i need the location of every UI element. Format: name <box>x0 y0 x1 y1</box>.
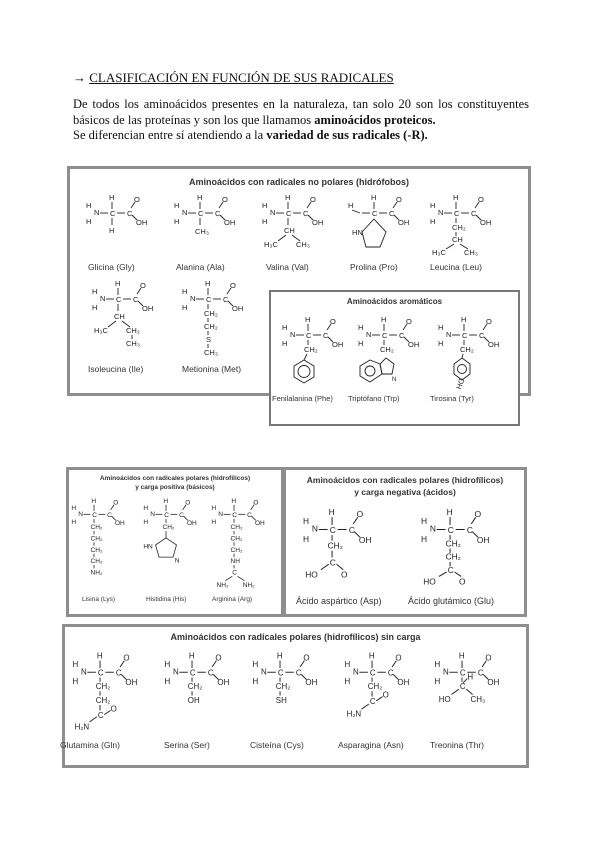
svg-text:H: H <box>285 193 291 202</box>
svg-text:O: O <box>253 499 259 507</box>
valine-name: Valina (Val) <box>266 262 309 272</box>
svg-text:H: H <box>430 217 436 226</box>
tyrosine-name: Tirosina (Tyr) <box>430 394 474 403</box>
svg-text:N: N <box>311 523 318 534</box>
svg-text:C: C <box>447 565 454 576</box>
phenylalanine-name: Fenilalanina (Phe) <box>272 394 333 403</box>
svg-text:O: O <box>230 281 236 290</box>
svg-text:C: C <box>164 511 169 519</box>
svg-text:CH: CH <box>452 235 463 244</box>
phenylalanine-structure <box>272 314 356 403</box>
svg-text:O: O <box>140 281 146 290</box>
svg-text:H: H <box>197 193 203 202</box>
svg-text:O: O <box>113 499 119 507</box>
svg-text:H: H <box>328 506 335 517</box>
svg-text:H₂N: H₂N <box>346 709 362 719</box>
aspartic-acid-name: Ácido aspártico (Asp) <box>296 596 382 606</box>
svg-text:C: C <box>247 511 252 519</box>
svg-text:C: C <box>471 209 477 218</box>
svg-text:C: C <box>382 331 388 340</box>
cysteine-structure <box>246 650 331 750</box>
svg-text:OH: OH <box>232 304 244 313</box>
svg-text:H: H <box>358 323 364 332</box>
svg-text:N: N <box>438 208 444 217</box>
svg-text:H: H <box>434 659 441 669</box>
svg-text:H: H <box>344 676 351 686</box>
svg-text:H: H <box>174 201 180 210</box>
svg-text:C: C <box>179 511 184 519</box>
svg-text:H: H <box>438 339 444 348</box>
arginine-structure <box>206 496 276 603</box>
svg-text:H: H <box>164 676 171 686</box>
tyrosine-structure <box>430 314 512 403</box>
svg-text:N: N <box>94 208 100 217</box>
svg-text:H: H <box>420 515 428 526</box>
svg-text:N: N <box>218 511 224 519</box>
svg-text:C: C <box>303 209 309 218</box>
svg-text:H: H <box>371 193 377 202</box>
lysine-structure <box>66 496 136 603</box>
svg-text:OH: OH <box>408 340 420 349</box>
svg-text:C: C <box>399 331 405 340</box>
svg-text:C: C <box>207 668 214 678</box>
svg-text:H: H <box>252 659 259 669</box>
svg-text:CH₂: CH₂ <box>162 524 175 532</box>
svg-text:OH: OH <box>186 519 197 527</box>
svg-text:C: C <box>295 668 302 678</box>
svg-text:OH: OH <box>142 304 154 313</box>
svg-text:CH₂: CH₂ <box>126 326 140 335</box>
svg-text:HO: HO <box>305 569 318 580</box>
svg-text:NH₂: NH₂ <box>90 569 103 577</box>
svg-text:N: N <box>80 667 87 677</box>
svg-text:H: H <box>262 217 268 226</box>
svg-text:CH₂: CH₂ <box>460 345 474 354</box>
svg-text:C: C <box>286 209 292 218</box>
arrow-icon: → <box>73 70 86 85</box>
aspartic-acid-structure <box>296 506 386 606</box>
svg-text:H: H <box>302 533 310 544</box>
svg-text:C: C <box>459 682 466 692</box>
svg-text:CH₂: CH₂ <box>275 682 291 692</box>
svg-text:N: N <box>174 557 180 565</box>
svg-text:C: C <box>133 295 139 304</box>
svg-text:OH: OH <box>476 534 490 545</box>
svg-text:OH: OH <box>332 340 344 349</box>
svg-text:H: H <box>381 315 387 324</box>
svg-text:H: H <box>438 323 444 332</box>
glycine-structure <box>80 192 160 272</box>
glutamic-acid-name: Ácido glutámico (Glu) <box>408 596 495 606</box>
svg-text:C: C <box>479 331 485 340</box>
alanine-structure <box>168 192 248 272</box>
svg-text:C: C <box>369 668 376 678</box>
svg-text:N: N <box>429 523 436 534</box>
intro-text: De todos los aminoácidos presentes en la naturaleza, tan solo 20 son los constituyentes básicos de las proteínas y son los que llamamos <box>73 97 529 127</box>
leucine-name: Leucina (Leu) <box>430 262 482 272</box>
svg-text:C: C <box>116 295 122 304</box>
svg-text:O: O <box>396 195 402 204</box>
svg-text:O: O <box>395 653 402 663</box>
svg-text:H: H <box>282 339 288 348</box>
proline-structure <box>342 192 422 272</box>
positive-title-1: Aminoácidos con radicales polares (hidrofílicos) <box>99 475 251 482</box>
tryptophan-name: Triptófano (Trp) <box>348 394 400 403</box>
svg-text:H: H <box>86 217 92 226</box>
svg-text:NH₂: NH₂ <box>242 581 255 589</box>
svg-text:OH: OH <box>114 519 125 527</box>
svg-text:NH: NH <box>230 558 240 566</box>
svg-text:CH₂: CH₂ <box>90 535 103 543</box>
histidine-structure <box>138 496 208 603</box>
svg-text:CH₃: CH₃ <box>126 339 140 348</box>
svg-text:C: C <box>115 668 122 678</box>
svg-text:C: C <box>107 511 112 519</box>
svg-text:C: C <box>232 569 237 577</box>
svg-text:CH₂: CH₂ <box>380 345 394 354</box>
svg-text:C: C <box>466 524 473 535</box>
svg-text:CH₂: CH₂ <box>445 538 461 549</box>
svg-text:CH₂: CH₂ <box>204 322 218 331</box>
svg-text:C: C <box>306 331 312 340</box>
svg-text:H: H <box>109 193 115 202</box>
glycine-name: Glicina (Gly) <box>88 262 135 272</box>
svg-text:H: H <box>72 659 79 669</box>
section-heading <box>73 70 394 86</box>
svg-text:N: N <box>442 667 449 677</box>
svg-text:CH₂: CH₂ <box>95 695 111 705</box>
svg-text:H: H <box>434 676 441 686</box>
svg-text:N: N <box>182 208 188 217</box>
svg-text:CH₃: CH₃ <box>195 227 209 236</box>
svg-text:OH: OH <box>358 534 372 545</box>
svg-text:OH: OH <box>224 218 236 227</box>
svg-text:C: C <box>232 511 237 519</box>
svg-text:C: C <box>127 209 133 218</box>
svg-text:S: S <box>206 335 212 344</box>
svg-text:N: N <box>446 330 452 339</box>
svg-text:H: H <box>174 217 180 226</box>
valine-structure <box>256 192 336 272</box>
svg-text:OH: OH <box>480 218 492 227</box>
svg-text:C: C <box>97 710 104 720</box>
svg-text:H: H <box>211 504 217 512</box>
svg-text:H₃C: H₃C <box>432 248 446 257</box>
svg-text:O: O <box>222 195 228 204</box>
intro-paragraph <box>73 96 529 128</box>
glutamine-structure <box>60 650 151 750</box>
svg-text:C: C <box>369 697 376 706</box>
svg-text:H: H <box>182 303 188 312</box>
svg-text:H: H <box>453 193 459 202</box>
intro-text-2: Se diferencian entre sí atendiendo a la <box>73 128 267 142</box>
svg-text:O: O <box>341 569 348 580</box>
svg-text:H: H <box>282 323 288 332</box>
svg-text:C: C <box>459 668 466 678</box>
tryptophan-structure <box>348 314 432 403</box>
intro-paragraph-2 <box>73 128 428 143</box>
svg-text:HO: HO <box>438 694 451 704</box>
svg-text:HO: HO <box>454 376 467 391</box>
svg-text:C: C <box>387 668 394 678</box>
svg-text:O: O <box>459 576 466 587</box>
svg-text:N: N <box>190 294 196 303</box>
svg-text:N: N <box>352 667 359 677</box>
svg-text:O: O <box>485 653 492 663</box>
arginine-name: Arginina (Arg) <box>212 596 253 603</box>
svg-text:C: C <box>206 295 212 304</box>
svg-text:H: H <box>231 497 237 505</box>
svg-text:N: N <box>290 330 296 339</box>
svg-text:H: H <box>72 676 79 686</box>
svg-text:H: H <box>115 279 121 288</box>
svg-text:OH: OH <box>254 519 265 527</box>
svg-text:H: H <box>305 315 311 324</box>
svg-text:C: C <box>454 209 460 218</box>
svg-text:O: O <box>406 317 412 326</box>
svg-text:O: O <box>123 653 130 663</box>
svg-text:CH₂: CH₂ <box>304 345 318 354</box>
alanine-name: Alanina (Ala) <box>176 262 225 272</box>
svg-text:CH₂: CH₂ <box>95 682 111 692</box>
svg-text:CH₂: CH₂ <box>90 558 103 566</box>
svg-text:H: H <box>344 659 351 669</box>
svg-text:CH: CH <box>114 312 125 321</box>
svg-text:OH: OH <box>488 340 500 349</box>
svg-text:OH: OH <box>187 695 200 705</box>
svg-text:HO: HO <box>423 576 436 587</box>
svg-text:O: O <box>185 499 191 507</box>
svg-text:H: H <box>182 287 188 296</box>
svg-text:CH₃: CH₃ <box>470 694 486 704</box>
leucine-structure <box>424 192 504 272</box>
svg-text:H: H <box>205 279 211 288</box>
svg-text:OH: OH <box>397 677 410 687</box>
svg-text:CH₂: CH₂ <box>367 682 383 692</box>
svg-text:HN: HN <box>352 228 363 237</box>
svg-text:SH: SH <box>275 695 287 705</box>
svg-text:CH₂: CH₂ <box>204 309 218 318</box>
svg-text:O: O <box>303 653 310 663</box>
svg-text:H: H <box>163 497 169 505</box>
svg-text:C: C <box>189 668 196 678</box>
svg-text:OH: OH <box>487 677 500 687</box>
svg-text:CH₂: CH₂ <box>230 535 243 543</box>
svg-text:CH₂: CH₂ <box>187 682 203 692</box>
heading-text: CLASIFICACIÓN EN FUNCIÓN DE SUS RADICALES <box>89 70 394 85</box>
positive-title-2: y carga positiva (básicos) <box>135 484 215 491</box>
svg-text:H: H <box>467 672 474 682</box>
svg-text:C: C <box>329 557 336 568</box>
svg-text:H: H <box>458 651 465 661</box>
svg-text:H: H <box>143 518 149 526</box>
svg-text:N: N <box>260 667 267 677</box>
svg-text:C: C <box>329 524 336 535</box>
svg-text:H₂N: H₂N <box>74 722 90 732</box>
svg-text:H₃C: H₃C <box>94 326 108 335</box>
svg-text:OH: OH <box>312 218 324 227</box>
cysteine-name: Cisteína (Cys) <box>250 740 304 750</box>
svg-text:CH₂: CH₂ <box>452 223 466 232</box>
methionine-structure <box>176 278 256 374</box>
svg-text:OH: OH <box>217 677 230 687</box>
svg-text:H: H <box>211 518 217 526</box>
svg-text:C: C <box>198 209 204 218</box>
svg-text:H: H <box>143 504 149 512</box>
svg-text:CH₂: CH₂ <box>327 540 343 551</box>
svg-text:C: C <box>97 668 104 678</box>
svg-text:O: O <box>310 195 316 204</box>
svg-text:C: C <box>215 209 221 218</box>
svg-text:CH₃: CH₃ <box>204 348 218 357</box>
svg-text:CH: CH <box>284 226 295 235</box>
svg-text:O: O <box>110 704 117 714</box>
svg-text:H: H <box>461 315 467 324</box>
serine-structure <box>158 650 243 750</box>
asparagine-name: Asparagina (Asn) <box>338 740 404 750</box>
svg-text:H: H <box>302 515 310 526</box>
svg-text:H: H <box>109 226 115 235</box>
lysine-name: Lisina (Lys) <box>82 596 115 603</box>
glutamine-name: Glutamina (Gln) <box>60 740 120 750</box>
svg-text:H: H <box>368 651 375 661</box>
svg-text:CH₂: CH₂ <box>90 546 103 554</box>
svg-text:H: H <box>188 651 195 661</box>
svg-text:O: O <box>134 195 140 204</box>
svg-text:C: C <box>223 295 229 304</box>
svg-text:C: C <box>323 331 329 340</box>
svg-text:CH₂: CH₂ <box>445 551 461 562</box>
svg-text:O: O <box>486 317 492 326</box>
svg-text:H: H <box>164 659 171 669</box>
svg-text:N: N <box>366 330 372 339</box>
svg-text:C: C <box>348 524 355 535</box>
svg-text:H: H <box>446 506 453 517</box>
svg-text:O: O <box>382 690 389 700</box>
svg-text:CH₂: CH₂ <box>230 524 243 532</box>
svg-text:C: C <box>462 331 468 340</box>
svg-text:O: O <box>330 317 336 326</box>
svg-text:CH₂: CH₂ <box>90 524 103 532</box>
svg-text:O: O <box>478 195 484 204</box>
threonine-structure <box>428 650 513 750</box>
svg-text:O: O <box>215 653 222 663</box>
svg-text:H: H <box>71 518 77 526</box>
svg-text:C: C <box>389 209 395 218</box>
svg-text:NH₂: NH₂ <box>216 581 229 589</box>
svg-text:H: H <box>96 651 103 661</box>
aromatic-title: Aminoácidos aromáticos <box>346 297 443 306</box>
threonine-name: Treonina (Thr) <box>430 740 485 750</box>
negative-title-2: y carga negativa (ácidos) <box>354 487 456 497</box>
svg-text:HN: HN <box>143 543 153 551</box>
svg-text:H: H <box>92 303 98 312</box>
svg-text:OH: OH <box>398 218 410 227</box>
svg-text:H: H <box>348 201 354 210</box>
nonpolar-title: Aminoácidos con radicales no polares (hidrófobos) <box>188 177 410 187</box>
isoleucine-name: Isoleucina (Ile) <box>88 364 144 374</box>
intro-bold-term: aminoácidos proteicos. <box>314 113 436 127</box>
svg-text:C: C <box>477 668 484 678</box>
svg-text:OH: OH <box>305 677 318 687</box>
methionine-name: Metionina (Met) <box>182 364 242 374</box>
intro-bold-term-2: variedad de sus radicales (-R). <box>266 128 428 142</box>
negative-title-1: Aminoácidos con radicales polares (hidrofílicos) <box>306 475 504 485</box>
svg-text:C: C <box>447 524 454 535</box>
glutamic-acid-structure <box>408 506 504 606</box>
svg-text:H: H <box>71 504 77 512</box>
svg-text:H: H <box>252 676 259 686</box>
svg-text:H: H <box>92 287 98 296</box>
svg-text:C: C <box>110 209 116 218</box>
svg-text:H₃C: H₃C <box>264 240 278 249</box>
svg-text:H: H <box>358 339 364 348</box>
svg-text:H: H <box>430 201 436 210</box>
svg-text:N: N <box>392 377 397 383</box>
svg-text:H: H <box>276 651 283 661</box>
svg-text:O: O <box>474 509 482 520</box>
svg-text:OH: OH <box>125 677 138 687</box>
svg-text:H: H <box>91 497 97 505</box>
asparagine-structure <box>338 650 423 750</box>
svg-text:H: H <box>262 201 268 210</box>
svg-text:C: C <box>92 511 97 519</box>
svg-text:N: N <box>150 511 156 519</box>
svg-text:O: O <box>356 509 364 520</box>
glycine-svg <box>80 192 160 262</box>
svg-text:H: H <box>420 533 428 544</box>
isoleucine-structure <box>86 278 166 374</box>
svg-text:C: C <box>372 209 378 218</box>
svg-text:CH₂: CH₂ <box>230 546 243 554</box>
svg-text:OH: OH <box>136 218 148 227</box>
uncharged-title: Aminoácidos con radicales polares (hidrofílicos) sin carga <box>170 632 421 642</box>
histidine-name: Histidina (His) <box>146 596 187 603</box>
svg-text:N: N <box>78 511 84 519</box>
svg-text:CH₃: CH₃ <box>296 240 310 249</box>
svg-text:H: H <box>86 201 92 210</box>
svg-text:N: N <box>100 294 106 303</box>
proline-name: Prolina (Pro) <box>350 262 398 272</box>
svg-text:C: C <box>277 668 284 678</box>
svg-text:CH₃: CH₃ <box>464 248 478 257</box>
svg-text:N: N <box>172 667 179 677</box>
svg-text:N: N <box>270 208 276 217</box>
serine-name: Serina (Ser) <box>164 740 210 750</box>
